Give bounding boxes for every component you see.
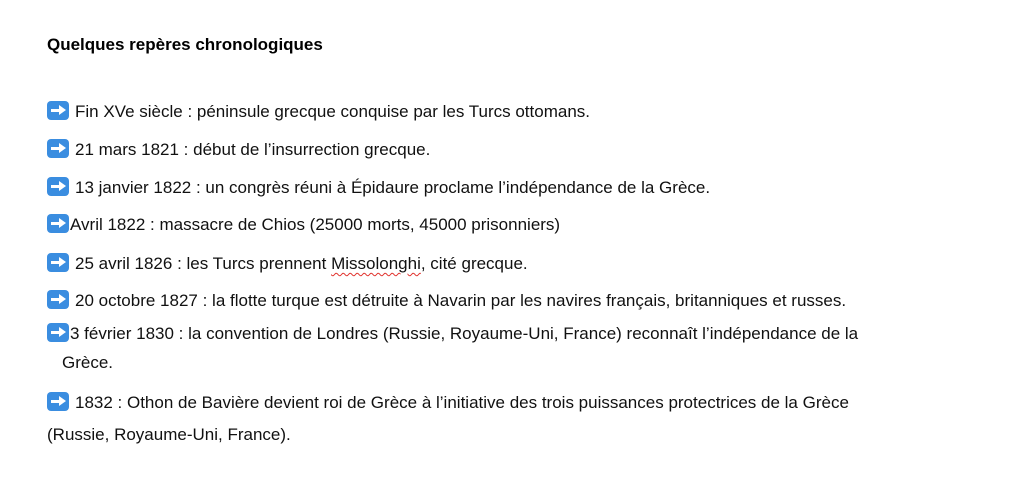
entry-continuation: (Russie, Royaume-Uni, France). bbox=[47, 425, 291, 444]
entry-text: 3 février 1830 : la convention de Londres (Russie, Royaume-Uni, France) reconnaît l’indépendance de la bbox=[70, 324, 859, 343]
right-arrow-icon bbox=[47, 177, 69, 196]
timeline-entry bbox=[47, 323, 858, 344]
entry-text: 21 mars 1821 : début de l’insurrection grecque. bbox=[75, 140, 431, 159]
right-arrow-icon bbox=[47, 392, 69, 411]
entry-continuation: Grèce. bbox=[62, 353, 114, 372]
right-arrow-icon bbox=[47, 139, 69, 158]
entry-text: , cité grecque. bbox=[420, 254, 528, 273]
entry-text: Fin XVe siècle : péninsule grecque conquise par les Turcs ottomans. bbox=[75, 102, 591, 121]
entry-text: 1832 : Othon de Bavière devient roi de Grèce à l’initiative des trois puissances protectrices de la Grèce bbox=[75, 393, 849, 412]
timeline-entry bbox=[47, 101, 590, 122]
document-title: Quelques repères chronologiques bbox=[47, 35, 323, 54]
right-arrow-icon bbox=[47, 323, 69, 342]
entry-text: Avril 1822 : massacre de Chios (25000 morts, 45000 prisonniers) bbox=[70, 215, 561, 234]
right-arrow-icon bbox=[47, 290, 69, 309]
right-arrow-icon bbox=[47, 253, 69, 272]
entry-text: 20 octobre 1827 : la flotte turque est détruite à Navarin par les navires français, britanniques et russes. bbox=[75, 291, 847, 310]
spellcheck-highlight[interactable]: Missolonghi bbox=[331, 254, 421, 273]
timeline-entry bbox=[47, 392, 849, 413]
entry-text: 25 avril 1826 : les Turcs prennent bbox=[75, 254, 332, 273]
timeline-entry bbox=[47, 177, 710, 198]
timeline-entry bbox=[47, 139, 430, 160]
right-arrow-icon bbox=[47, 214, 69, 233]
timeline-entry bbox=[47, 214, 560, 235]
timeline-entry bbox=[47, 253, 528, 274]
entry-text: 13 janvier 1822 : un congrès réuni à Épidaure proclame l’indépendance de la Grèce. bbox=[75, 178, 711, 197]
timeline-entry bbox=[47, 290, 846, 311]
right-arrow-icon bbox=[47, 101, 69, 120]
